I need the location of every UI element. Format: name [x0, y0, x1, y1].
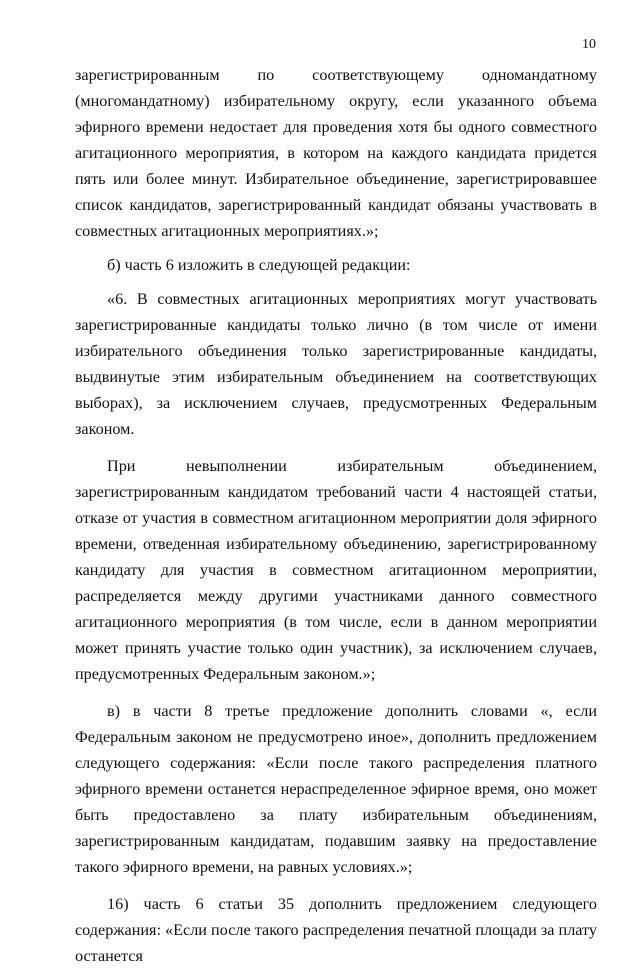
paragraph-item-v: в) в части 8 третье предложение дополнить словами «, если Федеральным законом не предусмотрено иное», дополнить предложением следующего содержания: «Если после такого распределения платного эфирного времени останется нераспределенное эфирное время, оно может быть предоставлено за плату избирательным объединениям, зарегистрированным кандидатам, подавшим заявку на предоставление такого эфирного времени, на равных условиях.»;: [75, 702, 597, 876]
paragraph-part-6: «6. В совместных агитационных мероприятиях могут участвовать зарегистрированные кандидаты только лично (в том числе от имени избирательного объединения только зарегистрированные кандидаты, выдвинутые этим избирательным объединением на соответствующих выборах), за исключением случаев, предусмотренных Федеральным законом.: [75, 290, 597, 438]
paragraph-continuation: зарегистрированным по соответствующему одномандатному (многомандатному) избирательному округу, если указанного объема эфирного времени недостает для проведения хотя бы одного совместного агитационного мероприятия, в котором на каждого кандидата придется пять или более минут. Избирательное объединение, зарегистрировавшее список кандидатов, зарегистрированный кандидат обязаны участвовать в совместных агитационных мероприятиях.»;: [75, 66, 597, 240]
document-body: [75, 62, 597, 969]
paragraph-item-b: б) часть 6 изложить в следующей редакции:: [107, 256, 411, 274]
paragraph-item-16: 16) часть 6 статьи 35 дополнить предложением следующего содержания: «Если после такого распределения печатной площади за плату останется: [75, 895, 597, 965]
page-number: 10: [582, 37, 596, 52]
paragraph-non-fulfillment: При невыполнении избирательным объединением, зарегистрированным кандидатом требований части 4 настоящей статьи, отказе от участия в совместном агитационном мероприятии доля эфирного времени, отведенная избирательному объединению, зарегистрированному кандидату для участия в совместном агитационном мероприятии, распределяется между другими участниками данного совместного агитационного мероприятия (в том числе, если в данном мероприятии может принять участие только один участник), за исключением случаев, предусмотренных Федеральным законом.»;: [75, 457, 597, 683]
